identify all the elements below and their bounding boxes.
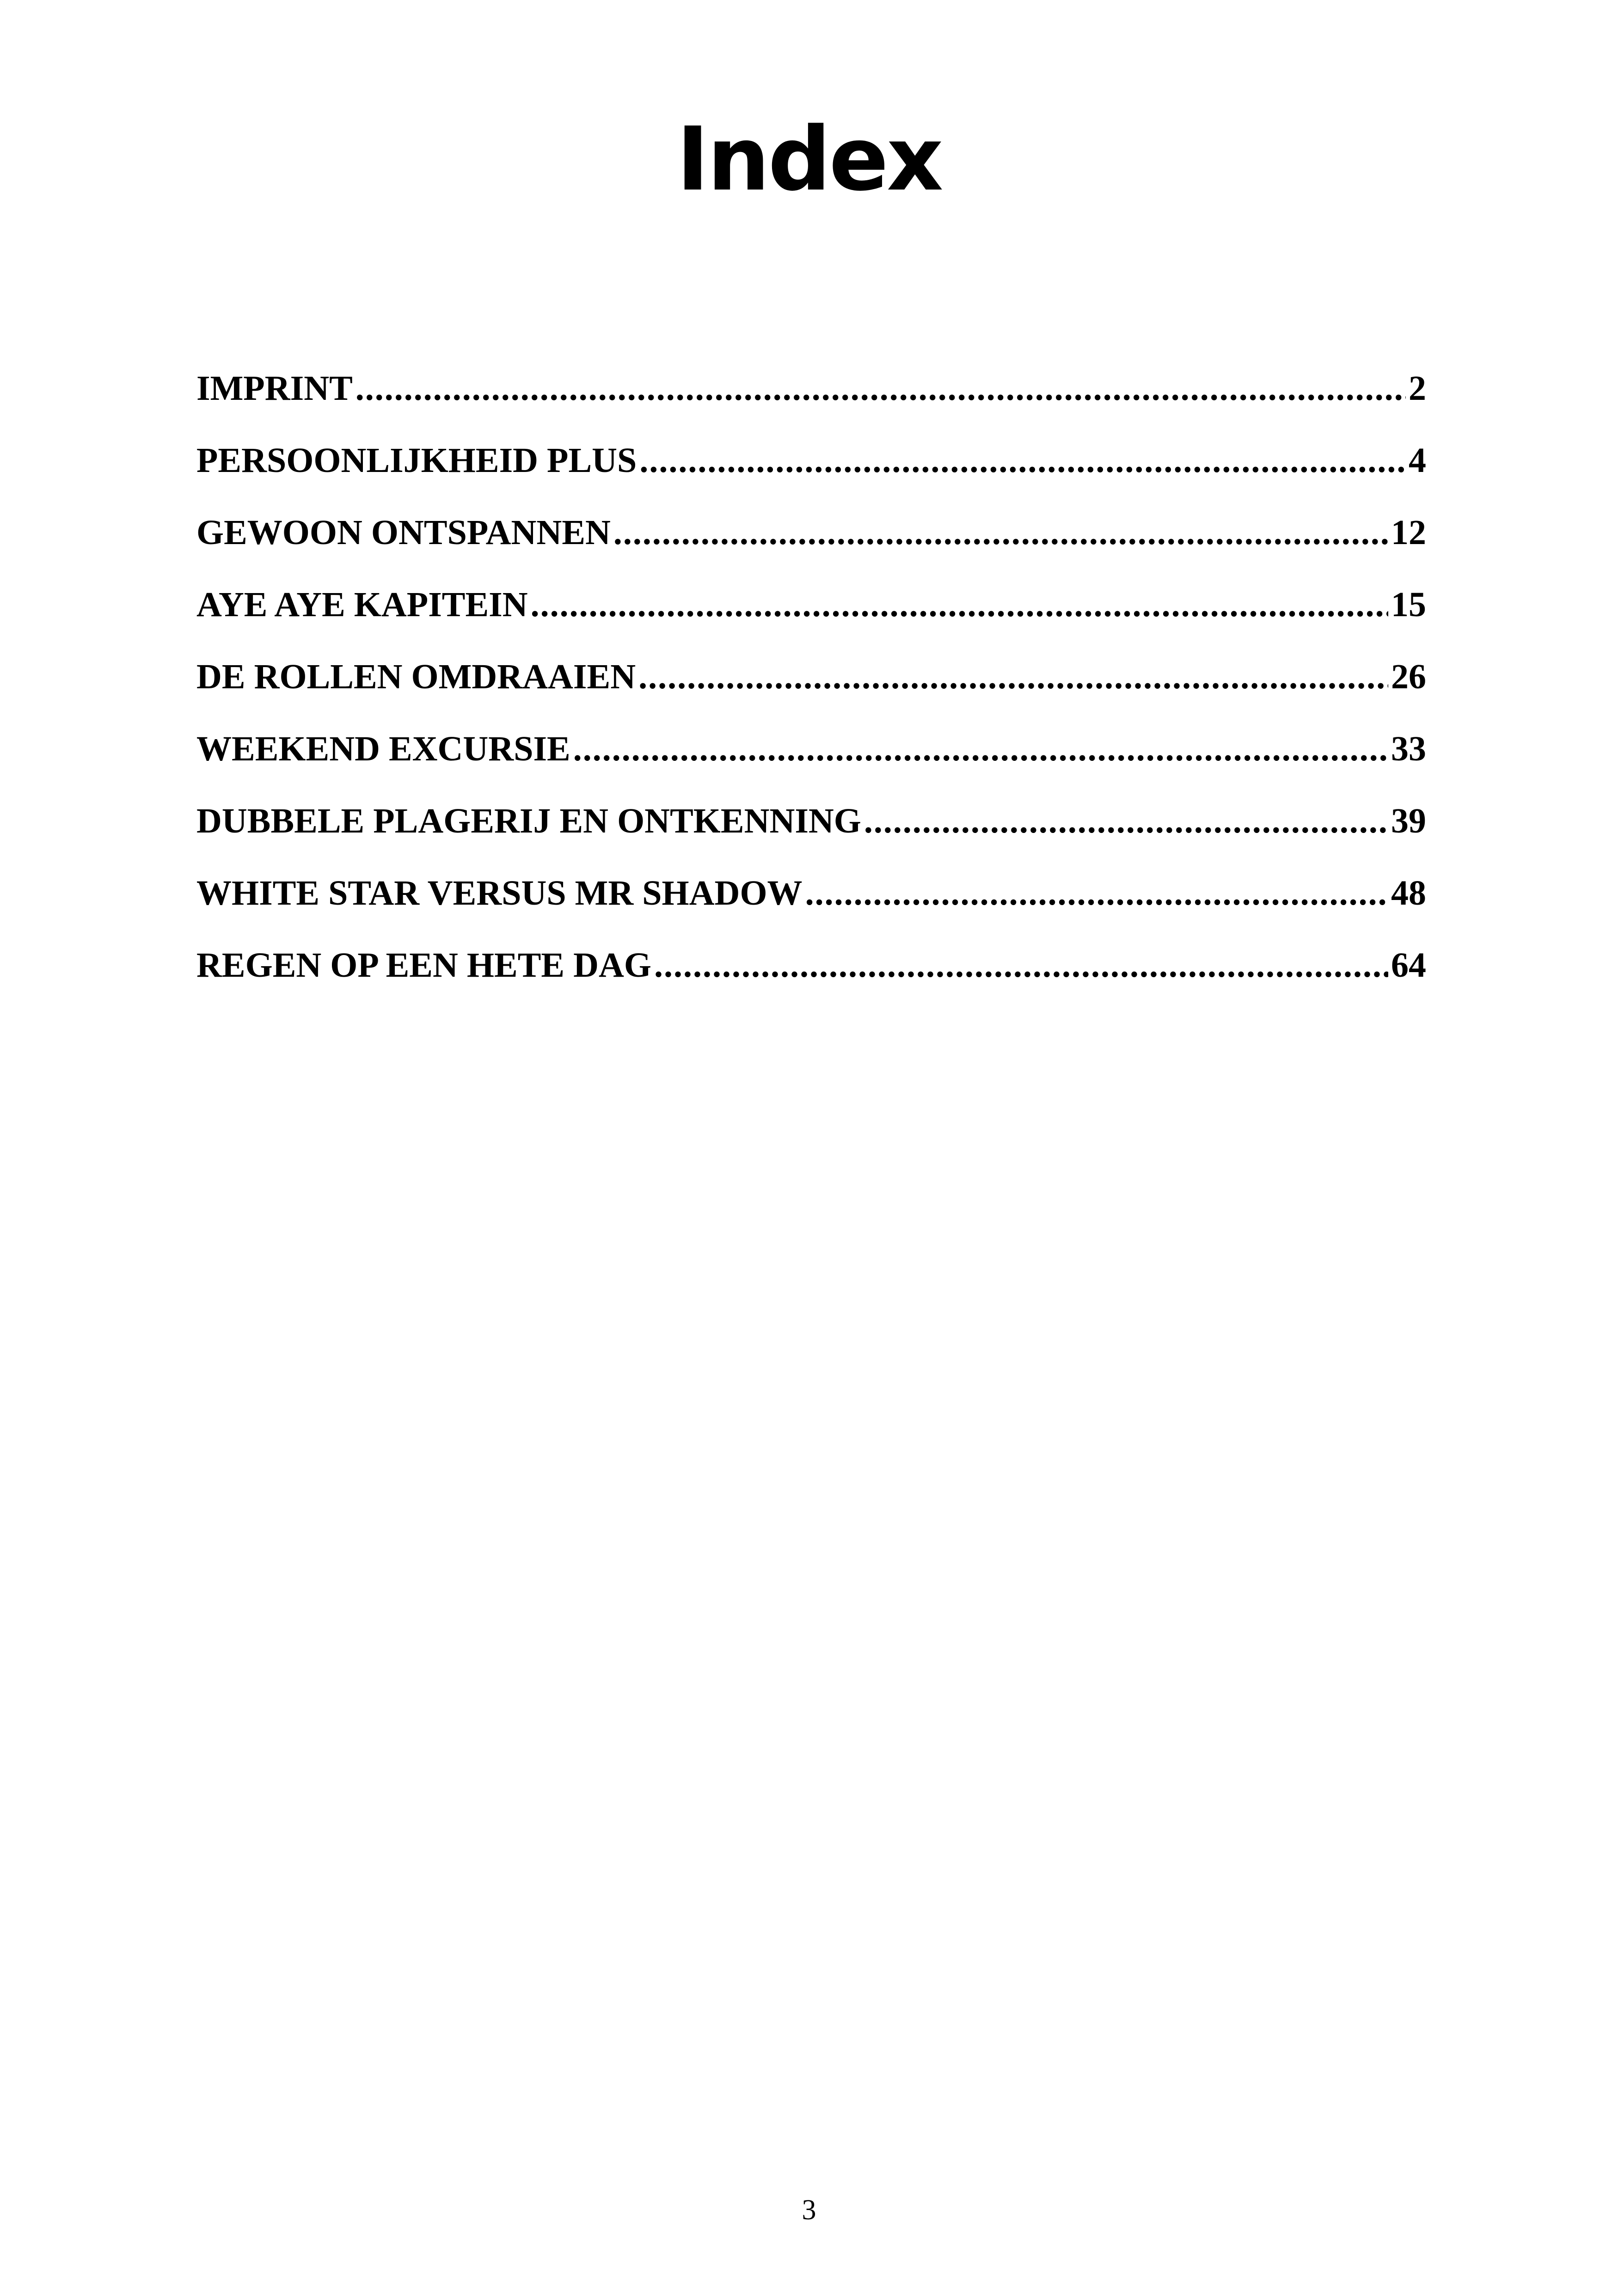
toc-entry-title: WHITE STAR VERSUS MR SHADOW <box>196 874 803 912</box>
toc-entry-page: 15 <box>1391 585 1426 624</box>
toc-entry-page: 48 <box>1391 874 1426 912</box>
toc-entry-title: AYE AYE KAPITEIN <box>196 585 528 624</box>
toc-entry-title: WEEKEND EXCURSIE <box>196 729 570 768</box>
toc-dot-leader <box>531 582 1388 628</box>
toc-entry-title: DUBBELE PLAGERIJ EN ONTKENNING <box>196 802 861 840</box>
toc-dot-leader <box>864 798 1388 844</box>
toc-entry[interactable] <box>196 798 1426 870</box>
toc-entry-page: 26 <box>1391 657 1426 696</box>
toc-entry-title: REGEN OP EEN HETE DAG <box>196 946 651 985</box>
toc-entry[interactable] <box>196 726 1426 798</box>
toc-entry[interactable] <box>196 365 1426 437</box>
toc-dot-leader <box>654 942 1388 988</box>
toc-dot-leader <box>639 437 1406 484</box>
toc-entry-page: 33 <box>1391 729 1426 768</box>
toc-entry-page: 2 <box>1409 369 1426 408</box>
page-title: Index <box>676 108 942 210</box>
toc-dot-leader <box>613 509 1388 556</box>
toc-entry-title: IMPRINT <box>196 369 353 408</box>
toc-entry-page: 39 <box>1391 802 1426 840</box>
toc-entry[interactable] <box>196 654 1426 726</box>
toc-entry[interactable] <box>196 582 1426 654</box>
toc-entry-title: DE ROLLEN OMDRAAIEN <box>196 657 636 696</box>
toc-entry[interactable] <box>196 437 1426 509</box>
toc-entry-page: 64 <box>1391 946 1426 985</box>
toc-entry[interactable] <box>196 942 1426 1014</box>
toc-entry[interactable] <box>196 870 1426 942</box>
toc-entry-page: 4 <box>1409 441 1426 480</box>
toc-entry-title: GEWOON ONTSPANNEN <box>196 513 611 552</box>
toc-entry-title: PERSOONLIJKHEID PLUS <box>196 441 637 480</box>
toc-dot-leader <box>638 654 1388 700</box>
toc-dot-leader <box>573 726 1388 772</box>
toc-dot-leader <box>355 365 1406 411</box>
page-number: 3 <box>802 2194 816 2226</box>
toc-entry-page: 12 <box>1391 513 1426 552</box>
toc-entry[interactable] <box>196 509 1426 582</box>
toc-dot-leader <box>805 870 1388 916</box>
table-of-contents <box>196 365 1426 1014</box>
